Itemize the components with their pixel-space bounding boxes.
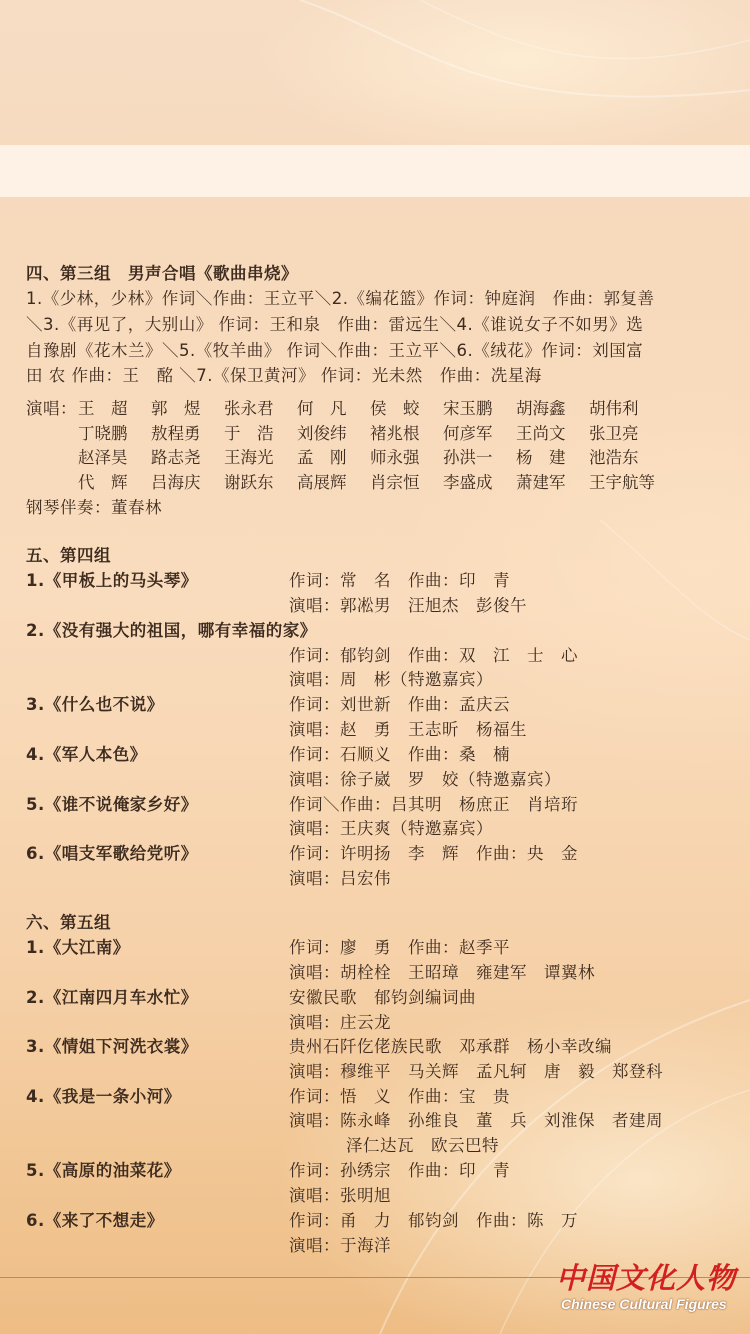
group3-singers-row-1 — [78, 398, 662, 420]
singer-name: 褚兆根 — [370, 424, 420, 443]
singer-name: 张卫亮 — [589, 424, 639, 443]
singer-name: 宋玉鹏 — [443, 399, 493, 418]
logo-chinese: 中国文化人物 — [556, 1261, 737, 1295]
song-singers: 演唱：于海洋 — [289, 1236, 391, 1255]
song-title: 5.《高原的油菜花》 — [26, 1161, 181, 1180]
singer-name: 王尚文 — [516, 424, 566, 443]
song-title: 3.《什么也不说》 — [26, 695, 164, 714]
group3-piano: 钢琴伴奏：董春林 — [26, 498, 162, 517]
singer-name: 胡伟利 — [589, 399, 639, 418]
singer-name: 孟 刚 — [297, 448, 347, 467]
singer-name: 丁晓鹏 — [78, 424, 128, 443]
singer-name: 肖宗恒 — [370, 473, 420, 492]
singer-name: 师永强 — [370, 448, 420, 467]
song-credit: 作词：刘世新 作曲：孟庆云 — [289, 695, 510, 714]
song-title: 6.《来了不想走》 — [26, 1211, 164, 1230]
singer-name: 何彦军 — [443, 424, 493, 443]
song-credit: 作词：石顺义 作曲：桑 楠 — [289, 745, 510, 764]
group3-heading: 四、第三组 男声合唱《歌曲串烧》 — [26, 264, 298, 283]
singer-name: 孙洪一 — [443, 448, 493, 467]
group3-singers-row-4 — [78, 472, 662, 494]
singer-name: 何 凡 — [297, 399, 347, 418]
group5-heading: 六、第五组 — [26, 913, 111, 932]
song-credit: 作词：廖 勇 作曲：赵季平 — [289, 938, 510, 957]
song-credit: 作词：常 名 作曲：印 青 — [289, 571, 510, 590]
song-singers: 演唱：徐子崴 罗 姣（特邀嘉宾） — [289, 770, 561, 789]
singer-name: 高展辉 — [297, 473, 347, 492]
song-credit: 作词：许明扬 李 辉 作曲：央 金 — [289, 844, 578, 863]
song-title: 6.《唱支军歌给党听》 — [26, 844, 198, 863]
singer-name: 赵泽昊 — [78, 448, 128, 467]
logo-english: Chinese Cultural Figures — [561, 1296, 727, 1312]
song-singers: 演唱：陈永峰 孙维良 董 兵 刘淮保 者建周 — [289, 1111, 663, 1130]
song-title: 2.《没有强大的祖国，哪有幸福的家》 — [26, 621, 317, 640]
singer-name: 胡海鑫 — [516, 399, 566, 418]
group4-heading: 五、第四组 — [26, 546, 111, 565]
singer-name: 萧建军 — [516, 473, 566, 492]
singer-name: 王海光 — [224, 448, 274, 467]
song-title: 1.《大江南》 — [26, 938, 130, 957]
singer-name: 刘俊纬 — [297, 424, 347, 443]
singer-name: 代 辉 — [78, 473, 128, 492]
singer-name: 路志尧 — [151, 448, 201, 467]
song-singers: 演唱：王庆爽（特邀嘉宾） — [289, 819, 493, 838]
song-title: 4.《军人本色》 — [26, 745, 147, 764]
group3-line-2: ＼3.《再见了，大别山》 作词：王和泉 作曲：雷远生＼4.《谁说女子不如男》选 — [26, 315, 644, 334]
song-credit: 作词＼作曲：吕其明 杨庶正 肖培珩 — [289, 795, 578, 814]
group3-line-1: 1.《少林，少林》作词＼作曲：王立平＼2.《编花篮》作词：钟庭润 作曲：郭复善 — [26, 289, 655, 308]
song-title: 4.《我是一条小河》 — [26, 1087, 181, 1106]
group3-singers-row-2 — [78, 423, 662, 445]
song-title: 3.《情姐下河洗衣裳》 — [26, 1037, 198, 1056]
singer-name: 吕海庆 — [151, 473, 201, 492]
singer-name: 李盛成 — [443, 473, 493, 492]
song-credit: 安徽民歌 郁钧剑编词曲 — [289, 988, 476, 1007]
song-singers: 演唱：郭凇男 汪旭杰 彭俊午 — [289, 596, 527, 615]
singer-name: 杨 建 — [516, 448, 566, 467]
group3-line-4: 田 农 作曲：王 酩 ＼7.《保卫黄河》 作词：光未然 作曲：冼星海 — [26, 366, 542, 385]
song-singers: 演唱：穆维平 马关辉 孟凡轲 唐 毅 郑登科 — [289, 1062, 663, 1081]
song-credit: 贵州石阡仡佬族民歌 邓承群 杨小幸改编 — [289, 1037, 612, 1056]
singer-name: 敖程勇 — [151, 424, 201, 443]
singer-name: 于 浩 — [224, 424, 274, 443]
singer-name: 王 超 — [78, 399, 128, 418]
song-singers: 演唱：张明旭 — [289, 1186, 391, 1205]
singer-name: 郭 煜 — [151, 399, 201, 418]
song-singers: 演唱：赵 勇 王志昕 杨福生 — [289, 720, 527, 739]
song-title: 5.《谁不说俺家乡好》 — [26, 795, 198, 814]
group3-line-3: 自豫剧《花木兰》＼5.《牧羊曲》 作词＼作曲：王立平＼6.《绒花》作词：刘国富 — [26, 341, 644, 360]
singer-name: 王宇航等 — [589, 473, 655, 492]
header-band — [0, 145, 750, 197]
song-credit: 作词：甬 力 郁钧剑 作曲：陈 万 — [289, 1211, 578, 1230]
group3-singers-row-3 — [78, 447, 662, 469]
singer-name: 侯 蛟 — [370, 399, 420, 418]
singer-name: 池浩东 — [589, 448, 639, 467]
song-singers: 演唱：胡栓栓 王昭璋 雍建军 谭翼林 — [289, 963, 595, 982]
song-singers: 演唱：周 彬（特邀嘉宾） — [289, 670, 493, 689]
song-singers: 演唱：吕宏伟 — [289, 869, 391, 888]
song-credit: 作词：孙绣宗 作曲：印 青 — [289, 1161, 510, 1180]
group3-singers-label: 演唱： — [26, 399, 77, 418]
song-singers: 演唱：庄云龙 — [289, 1013, 391, 1032]
song-singers-extra: 泽仁达瓦 欧云巴特 — [346, 1136, 499, 1155]
song-title: 1.《甲板上的马头琴》 — [26, 571, 198, 590]
singer-name: 张永君 — [224, 399, 274, 418]
song-title: 2.《江南四月车水忙》 — [26, 988, 198, 1007]
song-credit: 作词：郁钧剑 作曲：双 江 士 心 — [289, 646, 578, 665]
song-credit: 作词：悟 义 作曲：宝 贵 — [289, 1087, 510, 1106]
singer-name: 谢跃东 — [224, 473, 274, 492]
